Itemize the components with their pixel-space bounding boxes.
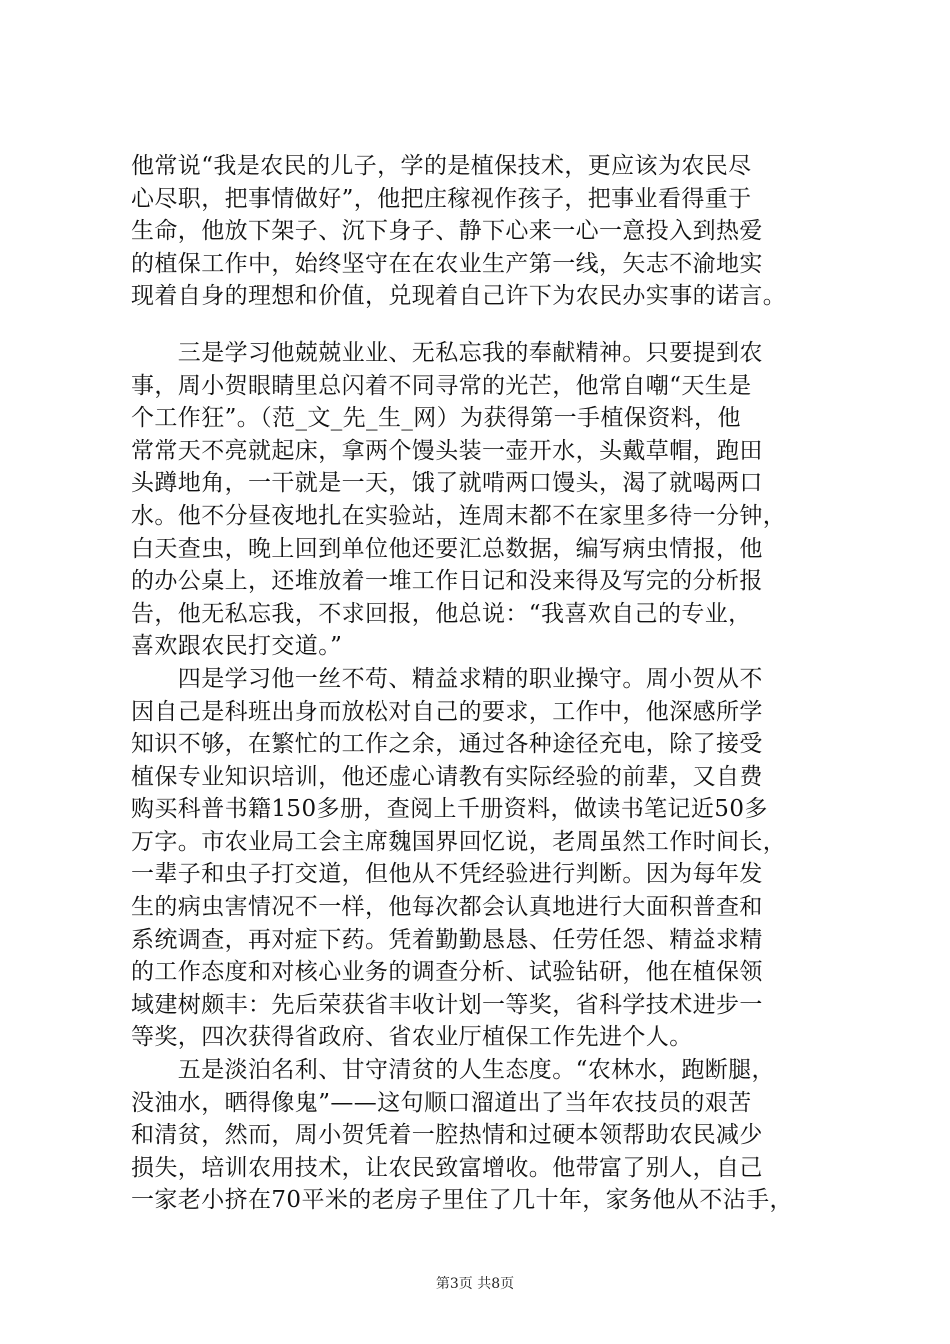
text-line: 因自己是科班出身而放松对自己的要求，工作中，他深感所学: [131, 698, 763, 725]
text-line: 生的病虫害情况不一样，他每次都会认真地进行大面积普查和: [131, 894, 763, 921]
text-line: 的办公桌上，还堆放着一堆工作日记和没来得及写完的分析报: [131, 568, 763, 595]
text-line: 现着自身的理想和价值，兑现着自己许下为农民办实事的诺言。: [131, 283, 787, 310]
text-line: 一辈子和虫子打交道，但他从不凭经验进行判断。因为每年发: [131, 861, 763, 888]
text-line: 生命，他放下架子、沉下身子、静下心来一心一意投入到热爱: [131, 218, 763, 245]
text-line: 水。他不分昼夜地扎在实验站，连周末都不在家里多待一分钟，: [131, 502, 787, 529]
page-footer: [0, 1273, 950, 1293]
body-text: [131, 150, 831, 1217]
text-line: 域建树颇丰：先后荣获省丰收计划一等奖，省科学技术进步一: [131, 991, 763, 1018]
text-line: 和清贫，然而，周小贺凭着一腔热情和过硬本领帮助农民减少: [131, 1122, 763, 1149]
text-line: 白天查虫，晚上回到单位他还要汇总数据，编写病虫情报，他: [131, 535, 763, 562]
text-line: 损失，培训农用技术，让农民致富增收。他带富了别人，自己: [131, 1154, 763, 1181]
text-line: 五是淡泊名利、甘守清贫的人生态度。“农林水，跑断腿，: [131, 1057, 775, 1084]
text-line: 四是学习他一丝不苟、精益求精的职业操守。周小贺从不: [131, 665, 763, 692]
text-line: 三是学习他兢兢业业、无私忘我的奉献精神。只要提到农: [131, 339, 763, 366]
text-line: 个工作狂”。（范_文_先_生_网）为获得第一手植保资料，他: [131, 405, 741, 432]
paragraph-gap: [131, 313, 831, 337]
page-number-label: 第3页 共8页: [435, 1276, 515, 1292]
text-line: 没油水，晒得像鬼”——这句顺口溜道出了当年农技员的艰苦: [131, 1089, 752, 1116]
text-line: 告，他无私忘我，不求回报，他总说：“我喜欢自己的专业，: [131, 600, 752, 627]
text-line: 知识不够，在繁忙的工作之余，通过各种途径充电，除了接受: [131, 731, 763, 758]
text-line: 万字。市农业局工会主席魏国界回忆说，老周虽然工作时间长，: [131, 828, 787, 855]
text-line: 等奖，四次获得省政府、省农业厅植保工作先进个人。: [131, 1024, 693, 1051]
text-line: 购买科普书籍150多册，查阅上千册资料，做读书笔记近50多: [131, 796, 768, 823]
text-line: 心尽职，把事情做好”，他把庄稼视作孩子，把事业看得重于: [131, 185, 752, 212]
text-line: 植保专业知识培训，他还虚心请教有实际经验的前辈，又自费: [131, 763, 763, 790]
text-line: 的工作态度和对核心业务的调查分析、试验钻研，他在植保领: [131, 959, 763, 986]
text-line: 的植保工作中，始终坚守在在农业生产第一线，矢志不渝地实: [131, 250, 763, 277]
text-line: 事，周小贺眼睛里总闪着不同寻常的光芒，他常自嘲“天生是: [131, 372, 752, 399]
text-line: 他常说“我是农民的儿子，学的是植保技术，更应该为农民尽: [131, 153, 752, 179]
text-line: 头蹲地角，一干就是一天，饿了就啃两口馒头，渴了就喝两口: [131, 470, 763, 497]
text-line: 喜欢跟农民打交道。”: [131, 633, 343, 660]
text-line: 一家老小挤在70平米的老房子里住了几十年，家务他从不沾手，: [131, 1187, 793, 1214]
text-line: 系统调查，再对症下药。凭着勤勤恳恳、任劳任怨、精益求精: [131, 926, 763, 953]
text-line: 常常天不亮就起床，拿两个馒头装一壶开水，头戴草帽，跑田: [131, 437, 763, 464]
